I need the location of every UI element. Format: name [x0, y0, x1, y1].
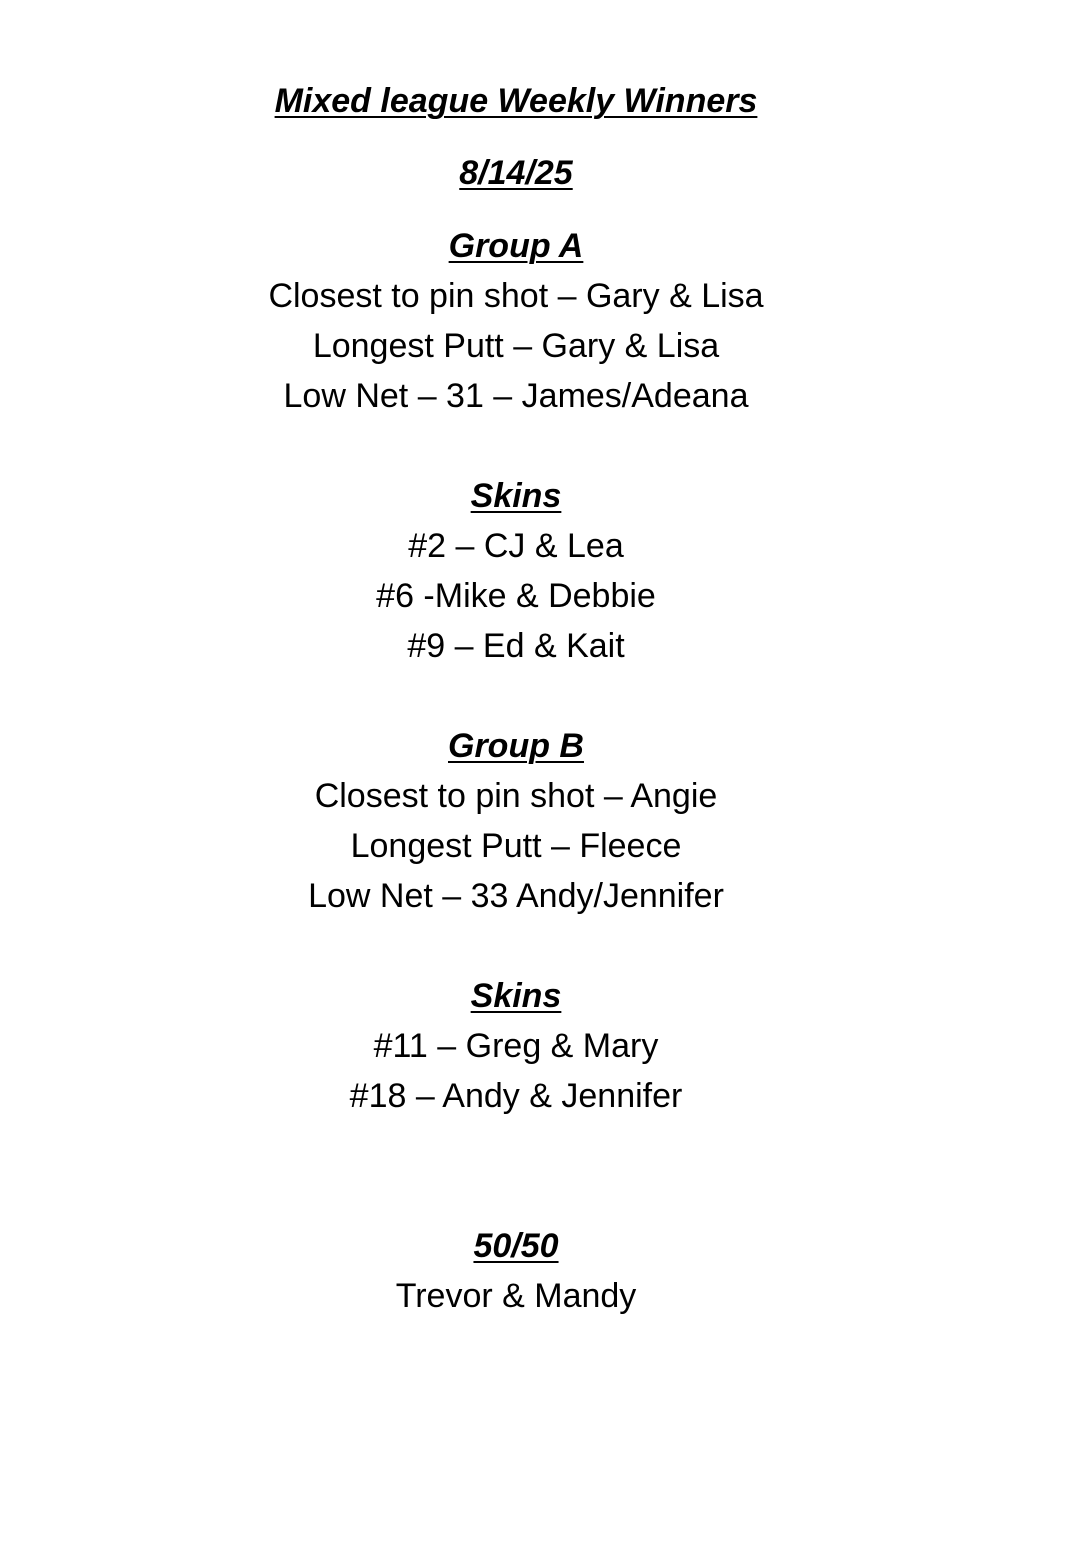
group-b-skins-heading: Skins [470, 977, 562, 1015]
group-a-longest-putt: Longest Putt – Gary & Lisa [312, 327, 720, 365]
fifty-fifty-winner: Trevor & Mandy [395, 1277, 637, 1315]
group-b-skin-item: #18 – Andy & Jennifer [349, 1077, 683, 1115]
group-a-skin-item: #6 -Mike & Debbie [376, 577, 656, 615]
group-b-closest-to-pin: Closest to pin shot – Angie [314, 777, 718, 815]
document-title: Mixed league Weekly Winners [274, 82, 758, 120]
group-a-skins-heading: Skins [470, 477, 562, 515]
group-b-skin-item: #11 – Greg & Mary [373, 1027, 659, 1065]
group-a-heading: Group A [448, 227, 584, 265]
group-a-skin-item: #2 – CJ & Lea [408, 527, 624, 565]
group-b-low-net: Low Net – 33 Andy/Jennifer [308, 877, 724, 915]
group-a-skin-item: #9 – Ed & Kait [407, 627, 625, 665]
fifty-fifty-heading: 50/50 [473, 1227, 559, 1265]
document-date: 8/14/25 [459, 154, 573, 192]
group-a-low-net: Low Net – 31 – James/Adeana [283, 377, 749, 415]
group-b-longest-putt: Longest Putt – Fleece [350, 827, 682, 865]
group-a-closest-to-pin: Closest to pin shot – Gary & Lisa [268, 277, 764, 315]
group-b-heading: Group B [448, 727, 584, 765]
